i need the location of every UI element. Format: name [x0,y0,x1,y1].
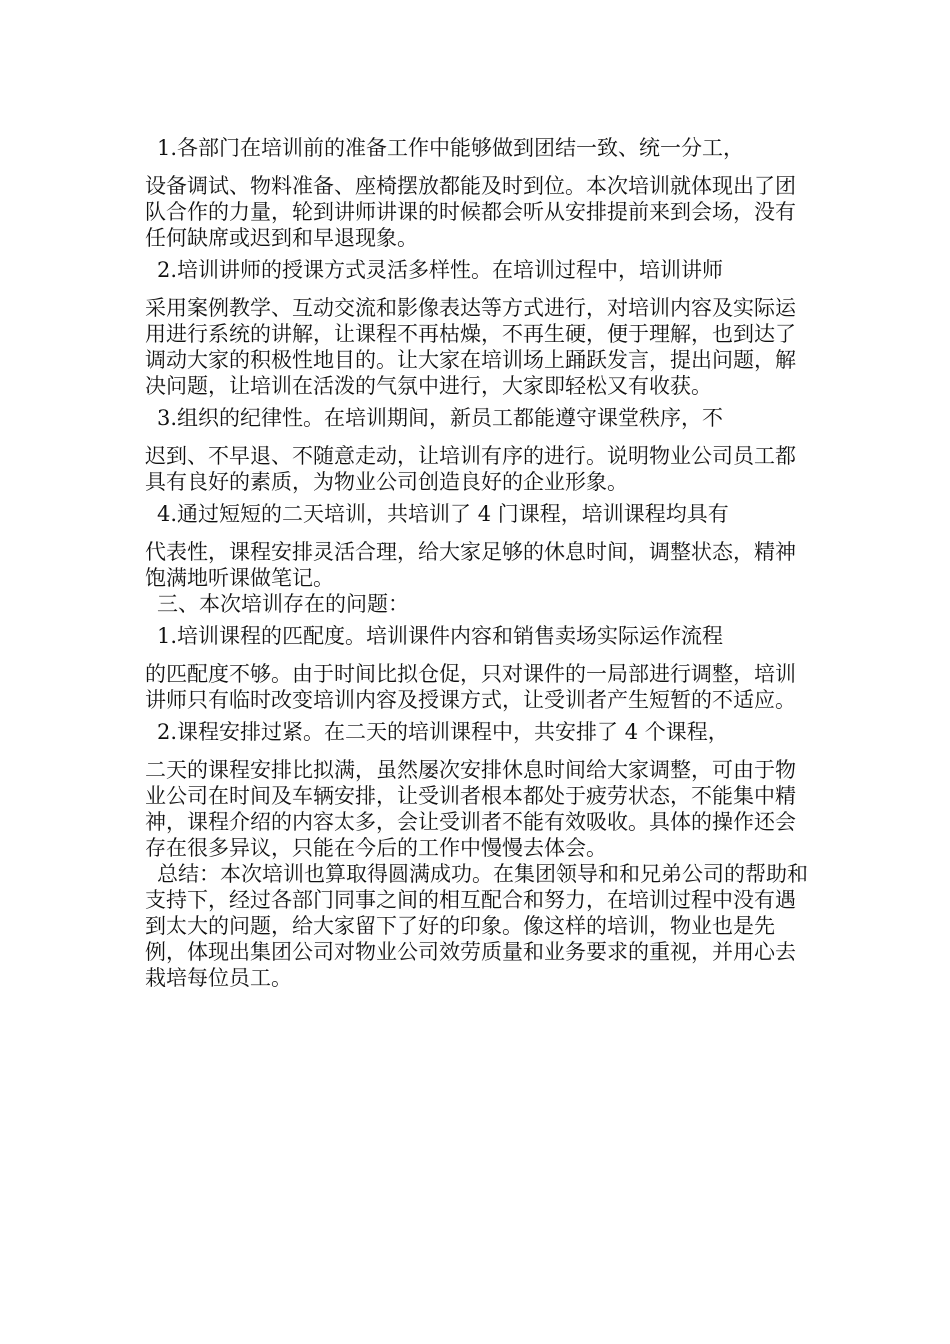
paragraph-2-body: 采用案例教学、互动交流和影像表达等方式进行，对培训内容及实际运用进行系统的讲解，让课程不再枯燥，不再生硬，便于理解，也到达了调动大家的积极性地目的。让大家在培训场上踊跃发言，提出问题，解决问题，让培训在活泼的气氛中进行，大家即轻松又有收获。 [145,296,796,398]
section-heading [145,591,810,617]
problem-2-first-line: 2.课程安排过紧。在二天的培训课程中，共安排了 4 个课程， [157,720,729,744]
document-page [145,135,810,991]
paragraph-3 [145,405,810,495]
problem-1 [145,623,810,713]
paragraph-3-body: 迟到、不早退、不随意走动，让培训有序的进行。说明物业公司员工都具有良好的素质，为物业公司创造良好的企业形象。 [145,444,796,494]
problem-2 [145,719,810,861]
paragraph-3-first-line: 3.组织的纪律性。在培训期间，新员工都能遵守课堂秩序，不 [157,406,724,430]
paragraph-4-body: 代表性，课程安排灵活合理，给大家足够的休息时间，调整状态，精神饱满地听课做笔记。 [145,540,796,590]
paragraph-4 [145,501,810,591]
paragraph-1 [145,135,810,251]
paragraph-4-first-line: 4.通过短短的二天培训，共培训了 4 门课程，培训课程均具有 [157,502,729,526]
problem-2-body: 二天的课程安排比拟满，虽然屡次安排休息时间给大家调整，可由于物业公司在时间及车辆安排，让受训者根本都处于疲劳状态，不能集中精神，课程介绍的内容太多，会让受训者不能有效吸收。具体的操作还会存在很多异议，只能在今后的工作中慢慢去体会。 [145,758,796,860]
paragraph-1-first-line: 1.各部门在培训前的准备工作中能够做到团结一致、统一分工， [157,136,745,160]
summary-paragraph [145,861,810,991]
paragraph-2-first-line: 2.培训讲师的授课方式灵活多样性。在培训过程中，培训讲师 [157,258,724,282]
problem-1-body: 的匹配度不够。由于时间比拟仓促，只对课件的一局部进行调整，培训讲师只有临时改变培训内容及授课方式，让受训者产生短暂的不适应。 [145,662,796,712]
paragraph-1-body: 设备调试、物料准备、座椅摆放都能及时到位。本次培训就体现出了团队合作的力量，轮到讲师讲课的时候都会听从安排提前来到会场，没有任何缺席或迟到和早退现象。 [145,174,796,250]
section-heading-text: 三、本次培训存在的问题： [157,592,409,616]
paragraph-2 [145,257,810,399]
problem-1-first-line: 1.培训课程的匹配度。培训课件内容和销售卖场实际运作流程 [157,624,724,648]
summary-text: 总结：本次培训也算取得圆满成功。在集团领导和和兄弟公司的帮助和支持下，经过各部门同事之间的相互配合和努力，在培训过程中没有遇到太大的问题，给大家留下了好的印象。像这样的培训，物业也是先例，体现出集团公司对物业公司效劳质量和业务要求的重视，并用心去栽培每位员工。 [145,862,808,990]
